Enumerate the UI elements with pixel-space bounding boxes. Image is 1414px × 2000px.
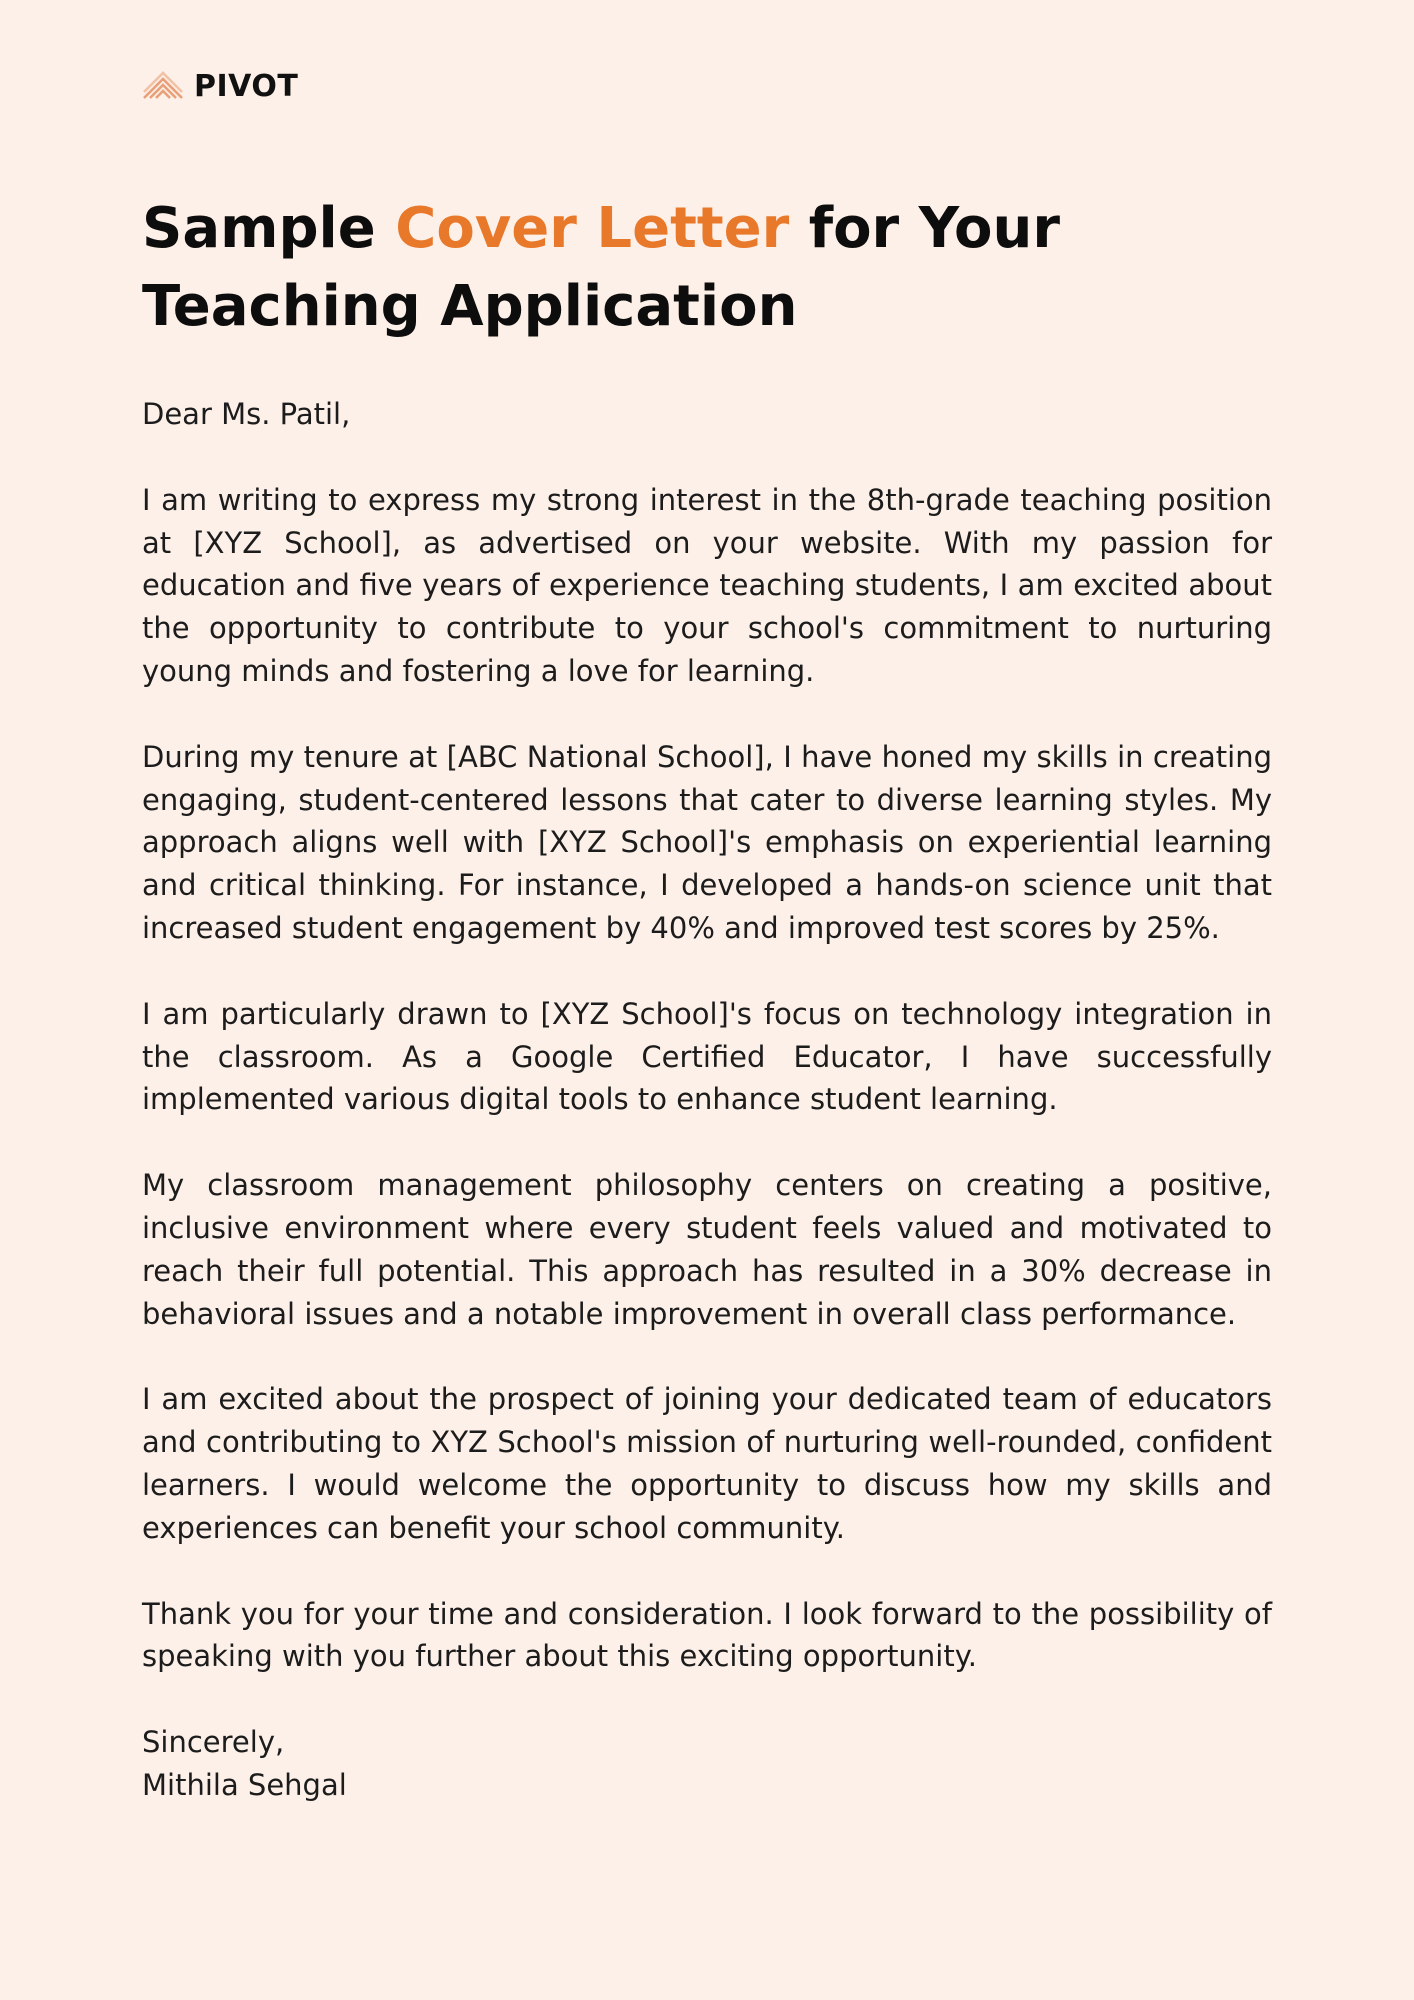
chevron-stack-logo-icon xyxy=(142,70,184,102)
letter-paragraph-3: I am particularly drawn to [XYZ School]'s focus on technology integration in the classroom. As a Google Certified Educator, I have successfully implemented various digital tools to enhance student learning. xyxy=(142,996,1272,1117)
letter-paragraph-1: I am writing to express my strong interest in the 8th-grade teaching position at [XYZ School], as advertised on your website. With my passion for education and five years of experience teaching students, I am excited about the opportunity to contribute to your school's commitment to nurturing young minds and fostering a love for learning. xyxy=(142,482,1272,688)
title-accent: Cover Letter xyxy=(395,196,790,261)
letter-body xyxy=(142,393,1272,1807)
brand-header xyxy=(142,70,298,102)
page-title xyxy=(142,190,1272,346)
title-part-1: Sample xyxy=(142,196,396,261)
letter-paragraph-4: My classroom management philosophy centers on creating a positive, inclusive environment where every student feels valued and motivated to reach their full potential. This approach has resulted in a 30% decrease in behavioral issues and a notable improvement in overall class performance. xyxy=(142,1168,1272,1331)
brand-name: PIVOT xyxy=(194,68,299,104)
letter-paragraph-6: Thank you for your time and consideration. I look forward to the possibility of speaking with you further about this exciting opportunity. xyxy=(142,1596,1272,1674)
salutation: Dear Ms. Patil, xyxy=(142,397,351,431)
cover-letter-page xyxy=(142,0,1272,2000)
title-line-2: Teaching Application xyxy=(142,274,798,339)
letter-paragraph-2: During my tenure at [ABC National School], I have honed my skills in creating engaging, student-centered lessons that cater to diverse learning styles. My approach aligns well with [XYZ School]'s emphasis on experiential learning and critical thinking. For instance, I developed a hands-on science unit that increased student engagement by 40% and improved test scores by 25%. xyxy=(142,739,1272,945)
signature-name: Mithila Sehgal xyxy=(142,1767,347,1802)
closing: Sincerely, xyxy=(142,1725,285,1760)
letter-paragraph-5: I am excited about the prospect of joining your dedicated team of educators and contributing to XYZ School's mission of nurturing well-rounded, confident learners. I would welcome the opportunity to discuss how my skills and experiences can benefit your school community. xyxy=(142,1382,1272,1545)
title-part-2: for Your xyxy=(789,196,1061,261)
